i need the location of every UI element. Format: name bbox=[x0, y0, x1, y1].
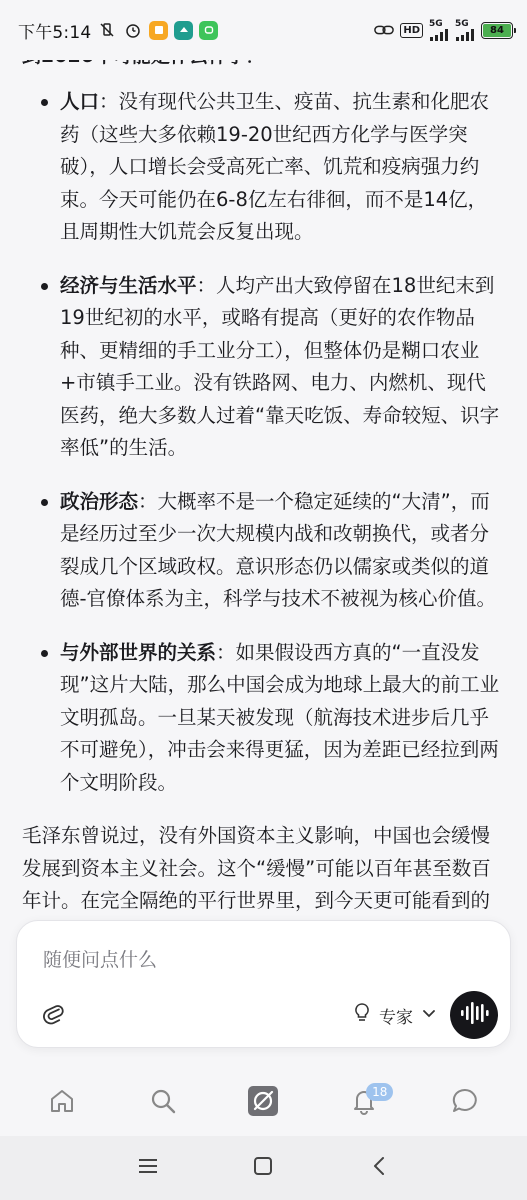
bullet-text: ：人均产出大致停留在18世纪末到19世纪初的水平，或略有提高（更好的农作物品种、更精细的手工业分工），但整体仍是糊口农业+市镇手工业。没有铁路网、电力、内燃机、现代医药，绝大多数人过着“靠天吃饭、寿命较短、识字率低”的生活。 bbox=[60, 273, 500, 459]
tab-chat[interactable] bbox=[435, 1073, 495, 1133]
teal-app-icon bbox=[174, 21, 193, 40]
list-item bbox=[22, 86, 505, 249]
vibrate-off-icon bbox=[97, 20, 117, 40]
mode-selector[interactable] bbox=[353, 999, 437, 1031]
battery-icon bbox=[481, 22, 513, 39]
chat-response bbox=[0, 40, 527, 940]
attach-button[interactable] bbox=[39, 1001, 69, 1031]
bullet-list bbox=[22, 86, 505, 799]
grok-icon bbox=[246, 1084, 280, 1122]
chat-input[interactable] bbox=[43, 949, 463, 971]
chat-icon bbox=[450, 1086, 480, 1120]
signal-1 bbox=[429, 20, 449, 41]
network-type-2: 5G bbox=[455, 18, 469, 29]
bullet-text: ：没有现代公共卫生、疫苗、抗生素和化肥农药（这些大多依赖19-20世纪西方化学与医学突破），人口增长会受高死亡率、饥荒和疫病强力约束。今天可能仍在6-8亿左右徘徊，而不是14亿，且周期性大饥荒会反复出现。 bbox=[60, 90, 490, 243]
back-arrow-icon bbox=[370, 1155, 388, 1181]
bullet-term: 人口 bbox=[60, 90, 100, 113]
bullet-term: 与外部世界的关系 bbox=[60, 640, 217, 664]
signal-icon bbox=[429, 29, 449, 41]
mode-label: 专家 bbox=[379, 1007, 413, 1028]
bullet-term: 政治形态 bbox=[60, 489, 139, 513]
voice-button[interactable] bbox=[450, 991, 498, 1039]
alarm-icon bbox=[123, 20, 143, 40]
bullet-text: ：如果假设西方真的“一直没发现”这片大陆，那么中国会成为地球上最大的前工业文明孤岛。一旦某天被发现（航海技术进步后几乎不可避免），冲击会来得更猛，因为差距已经拉到两个文明阶段。 bbox=[60, 640, 500, 794]
paperclip-icon bbox=[43, 1002, 65, 1030]
bottom-tabbar bbox=[0, 1070, 527, 1136]
chevron-down-icon bbox=[421, 1005, 437, 1026]
composer bbox=[16, 920, 511, 1048]
lightbulb-icon bbox=[353, 1002, 371, 1029]
bullet-dot bbox=[41, 650, 48, 657]
status-time: 下午5:14 bbox=[18, 22, 92, 43]
notification-badge: 18 bbox=[366, 1083, 393, 1101]
hd-badge: HD bbox=[400, 23, 423, 38]
voice-wave-icon bbox=[459, 1001, 489, 1029]
status-left bbox=[18, 18, 218, 43]
square-icon bbox=[252, 1155, 274, 1181]
network-type-1: 5G bbox=[429, 18, 443, 29]
home-button[interactable] bbox=[238, 1143, 288, 1193]
signal-2 bbox=[455, 20, 475, 41]
bullet-dot bbox=[41, 283, 48, 290]
search-icon bbox=[148, 1086, 178, 1120]
system-navigation bbox=[0, 1136, 527, 1200]
list-item bbox=[22, 637, 505, 800]
list-item bbox=[22, 486, 505, 616]
back-button[interactable] bbox=[354, 1143, 404, 1193]
green-app-icon bbox=[199, 21, 218, 40]
recent-apps-button[interactable] bbox=[123, 1143, 173, 1193]
orange-app-icon bbox=[149, 21, 168, 40]
status-right bbox=[374, 20, 513, 41]
bullet-term: 经济与生活水平 bbox=[60, 273, 197, 297]
bullet-dot bbox=[41, 99, 48, 106]
battery-level: 84 bbox=[483, 24, 511, 37]
tab-search[interactable] bbox=[133, 1073, 193, 1133]
signal-icon bbox=[455, 29, 475, 41]
tab-grok[interactable] bbox=[233, 1073, 293, 1133]
link-icon bbox=[374, 20, 394, 40]
home-icon bbox=[47, 1086, 77, 1120]
tab-notifications[interactable] bbox=[334, 1073, 394, 1133]
paragraph: 毛泽东曾说过，没有外国资本主义影响，中国也会缓慢发展到资本主义社会。这个“缓慢”可能以百年甚至数百年计。在完全隔绝的平行世界里，到今天更可能看到的 bbox=[22, 824, 491, 912]
bullet-text: ：大概率不是一个稳定延续的“大清”，而是经历过至少一次大规模内战和改朝换代，或者分裂成几个区域政权。意识形态仍以儒家或类似的道德-官僚体系为主，科学与技术不被视为核心价值。 bbox=[60, 489, 497, 610]
tab-home[interactable] bbox=[32, 1073, 92, 1133]
bullet-dot bbox=[41, 499, 48, 506]
menu-icon bbox=[137, 1156, 159, 1180]
status-bar bbox=[0, 0, 527, 60]
list-item bbox=[22, 270, 505, 465]
